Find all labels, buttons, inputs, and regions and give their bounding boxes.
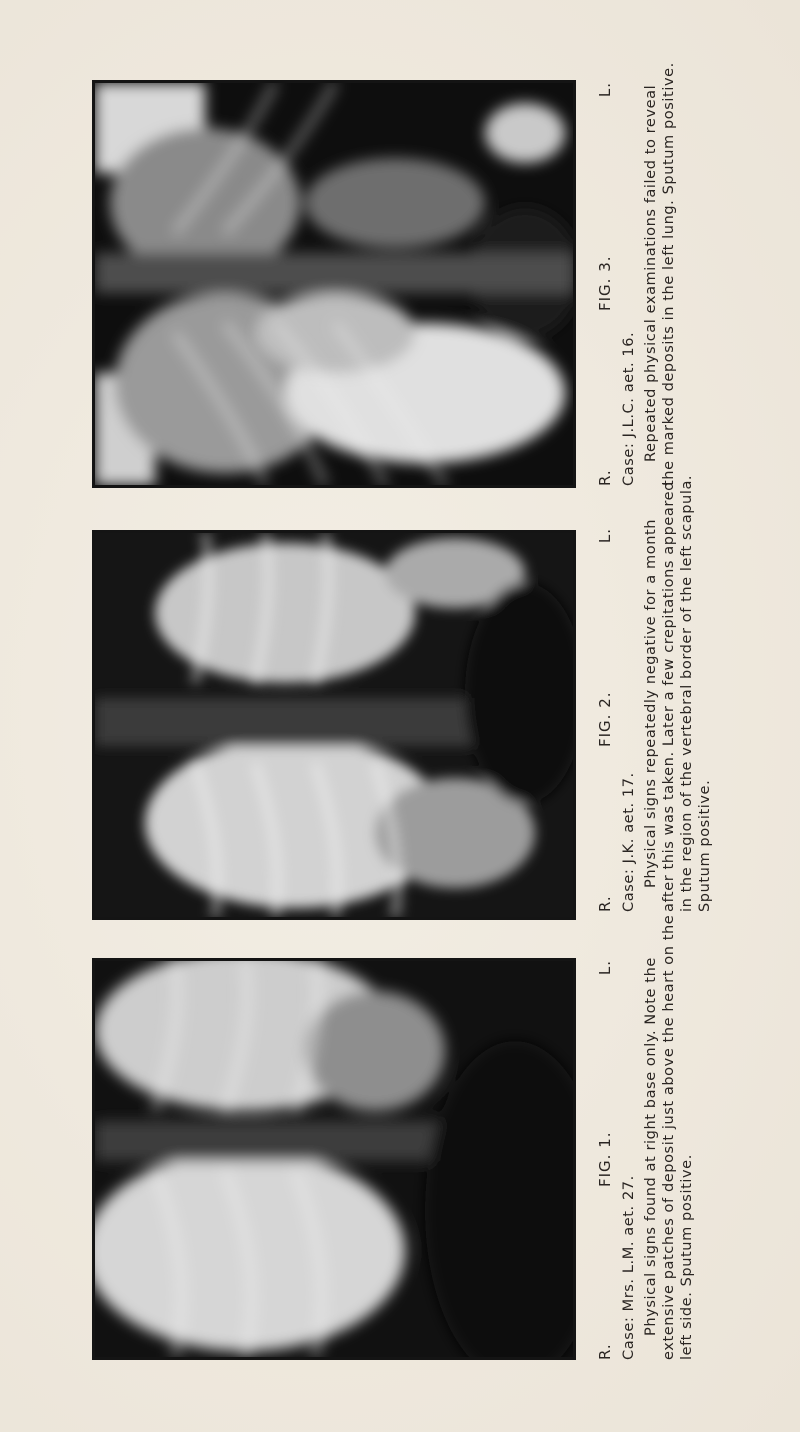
figure-label: FIG. 3. bbox=[596, 255, 614, 311]
radiograph-fig-2 bbox=[92, 530, 576, 920]
caption-text-line: Physical signs found at right base only. Note the bbox=[643, 957, 659, 1336]
caption-text-line: Repeated physical examinations failed to reveal bbox=[643, 84, 659, 462]
radiograph-image-1 bbox=[95, 961, 573, 1357]
caption-header bbox=[596, 82, 620, 486]
case-line: Case: Mrs. L.M. aet. 27. bbox=[621, 1175, 637, 1360]
radiograph-fig-1 bbox=[92, 958, 576, 1360]
caption-text-line: the marked deposits in the left lung. Sputum positive. bbox=[661, 62, 677, 486]
case-line: Case: J.L.C. aet. 16. bbox=[621, 331, 637, 486]
caption-fig-1 bbox=[596, 914, 696, 1360]
figure-label: FIG. 2. bbox=[596, 691, 614, 747]
radiograph-image-2 bbox=[95, 533, 573, 917]
side-label-right: R. bbox=[596, 895, 614, 912]
caption-text-line: Sputum positive. bbox=[697, 779, 713, 912]
side-label-left: L. bbox=[596, 82, 614, 98]
radiograph-fig-3 bbox=[92, 80, 576, 488]
caption-fig-3 bbox=[596, 62, 678, 486]
caption-text-line: extensive patches of deposit just above the heart on the bbox=[661, 914, 677, 1360]
side-label-right: R. bbox=[596, 1343, 614, 1360]
side-label-left: L. bbox=[596, 528, 614, 544]
radiograph-image-3 bbox=[95, 83, 573, 485]
figure-label: FIG. 1. bbox=[596, 1131, 614, 1187]
side-label-right: R. bbox=[596, 469, 614, 486]
caption-header bbox=[596, 528, 620, 912]
caption-fig-2 bbox=[596, 474, 714, 912]
caption-text-line: left side. Sputum positive. bbox=[679, 1154, 695, 1360]
side-label-left: L. bbox=[596, 960, 614, 976]
case-line: Case: J.K. aet. 17. bbox=[621, 772, 637, 912]
caption-header bbox=[596, 960, 620, 1360]
caption-text-line: Physical signs repeatedly negative for a month bbox=[643, 518, 659, 888]
caption-text-line: after this was taken. Later a few crepitations appeared bbox=[661, 481, 677, 912]
caption-text-line: in the region of the vertebral border of the left scapula. bbox=[679, 474, 695, 912]
